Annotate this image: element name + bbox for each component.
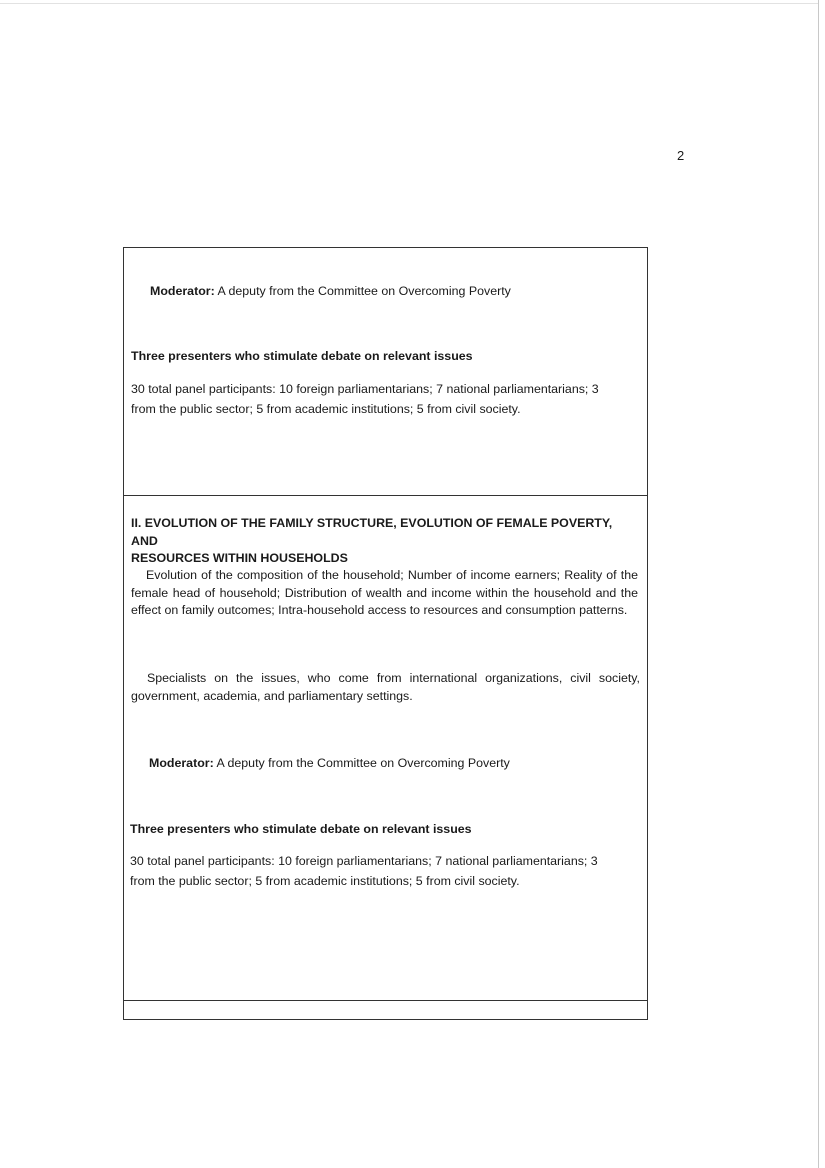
page-number: 2 — [677, 148, 685, 163]
section2-title-line2: RESOURCES WITHIN HOUSEHOLDS — [131, 551, 348, 565]
section2-description: Evolution of the composition of the household; Number of income earners; Reality of the female head of household; Distribution of wealth and income within the household and the effect on family outcomes; Intra-household access to resources and consumption patterns. — [131, 568, 638, 617]
section2-moderator — [149, 755, 510, 773]
section2-specialists: Specialists on the issues, who come from international organizations, civil society, government, academia, and parliamentary settings. — [131, 671, 640, 703]
section2-participants-line1: 30 total panel participants: 10 foreign parliamentarians; 7 national parliamentarians; 3 — [130, 854, 598, 868]
section2-presenters: Three presenters who stimulate debate on relevant issues — [130, 822, 472, 836]
section1-presenters: Three presenters who stimulate debate on relevant issues — [131, 349, 473, 363]
moderator-text: A deputy from the Committee on Overcoming Poverty — [217, 284, 511, 298]
section1-moderator — [150, 283, 511, 301]
section-divider — [124, 495, 648, 496]
table-bottom-row-divider — [124, 1000, 648, 1001]
moderator-label: Moderator: — [149, 756, 214, 770]
moderator-label: Moderator: — [150, 284, 215, 298]
page-right-edge — [818, 0, 819, 1168]
section1-participants-line2: from the public sector; 5 from academic institutions; 5 from civil society. — [131, 402, 521, 416]
page-top-edge — [0, 3, 818, 4]
moderator-text: A deputy from the Committee on Overcoming Poverty — [216, 756, 510, 770]
section2-title-line1: II. EVOLUTION OF THE FAMILY STRUCTURE, EVOLUTION OF FEMALE POVERTY, AND — [131, 516, 613, 548]
section2-participants-line2: from the public sector; 5 from academic institutions; 5 from civil society. — [130, 874, 520, 888]
section2-title — [131, 515, 631, 568]
section1-participants-line1: 30 total panel participants: 10 foreign parliamentarians; 7 national parliamentarians; 3 — [131, 382, 599, 396]
